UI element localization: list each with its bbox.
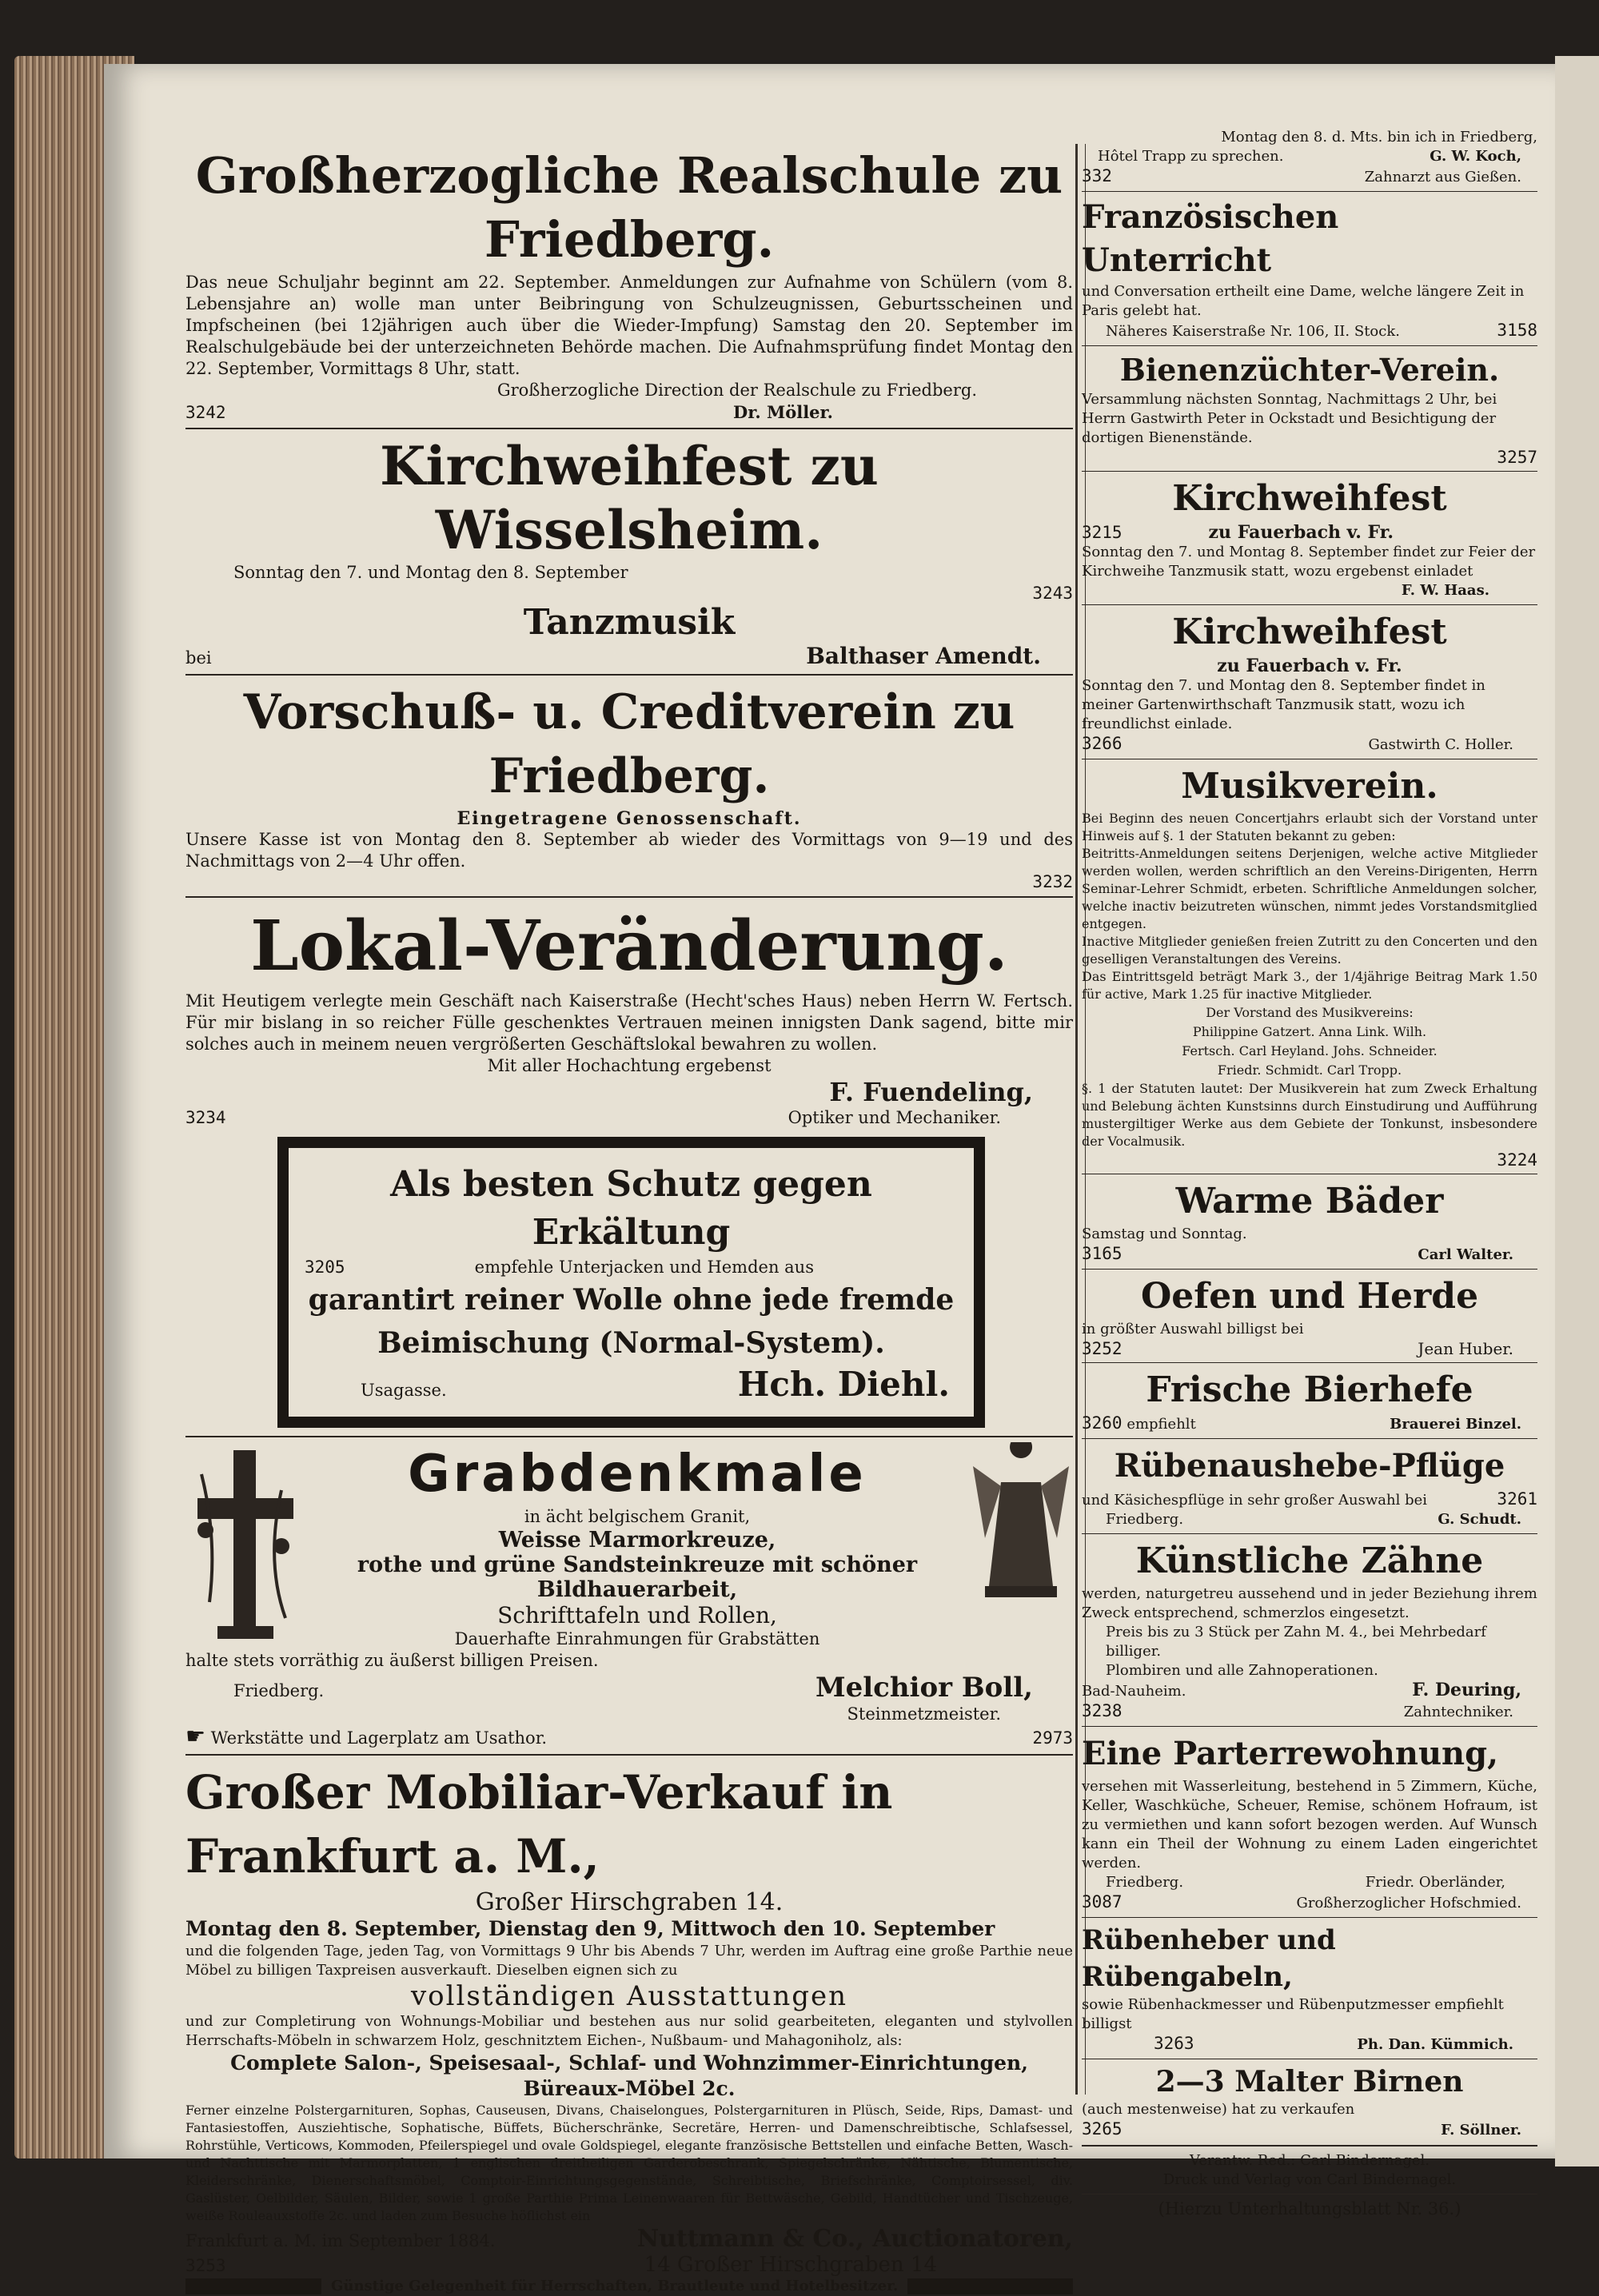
divider: [1082, 1917, 1537, 1918]
ad-kirchweih-wisselsheim: [185, 434, 1073, 669]
kirchweih-tanzmusik: Tanzmusik: [523, 602, 736, 643]
divider: [1082, 1438, 1537, 1439]
musik-para5: §. 1 der Statuten lautet: Der Musikverein hat zum Zweck Erhaltung und Belebung ächten Kunstsinns durch Einstudirung und Aufführung mustergiltiger Werke aus dem Gebiete der Tonkunst, insbesondere der Vocalmusik.: [1082, 1081, 1537, 1149]
franz-title: Französischen Unterricht: [1082, 198, 1339, 279]
lokal-greeting: Mit aller Hochachtung ergebenst: [487, 1056, 772, 1075]
divider: [185, 896, 1073, 898]
birnen-title: 2—3 Malter Birnen: [1155, 2065, 1464, 2099]
mobiliar-firm: Nuttmann & Co., Auctionatoren,: [636, 2225, 1073, 2253]
hefe-number: 3260: [1082, 1413, 1122, 1433]
vorschuss-body: Unsere Kasse ist von Montag den 8. September ab wieder des Vormittags von 9—19 und des Nachmittags von 2—4 Uhr offen.: [185, 830, 1073, 871]
mobiliar-place: Frankfurt a. M. im September 1884.: [185, 2231, 496, 2250]
ad-kuenstliche-zaehne: [1082, 1538, 1537, 1722]
diehl-number: 3205: [305, 1258, 345, 1277]
pointing-hand-icon: ☛: [185, 1723, 206, 1749]
kirch1-name: F. W. Haas.: [1401, 582, 1489, 599]
ad-diehl-wollwaren: [277, 1137, 985, 1428]
diehl-name: Hch. Diehl.: [737, 1365, 950, 1404]
koch-line1: Montag den 8. d. Mts. bin ich in Friedberg,: [1221, 129, 1537, 145]
ad-birnen: [1082, 2063, 1537, 2140]
grab-number: 2973: [1032, 1728, 1073, 1748]
oefen-title: Oefen und Herde: [1140, 1276, 1479, 1317]
ad-lokal-veraenderung: [185, 903, 1073, 1129]
diehl-line4: Beimischung (Normal-System).: [377, 1326, 885, 1360]
lokal-body: Mit Heutigem verlegte mein Geschäft nach Kaiserstraße (Hecht'sches Haus) neben Herrn W. Fertsch. Für mir bislang in so reicher Fülle geschenktes Vertrauen meinen innigsten Dank sagend, bitte mir solches auch in meinem neuen vergrößerten Geschäftslokal bewahren zu wollen.: [185, 991, 1073, 1054]
koch-line2: Hôtel Trapp zu sprechen.: [1098, 148, 1284, 165]
divider: [1082, 345, 1537, 346]
ruebenheber-title: Rübenheber und Rübengabeln,: [1082, 1924, 1336, 1993]
grab-line2: Weisse Marmorkreuze,: [498, 1528, 776, 1553]
lokal-number: 3234: [185, 1108, 226, 1127]
left-column: [185, 136, 1073, 2296]
ad-bierhefe: [1082, 1367, 1537, 1434]
ruebenheber-name: Ph. Dan. Kümmich.: [1357, 2036, 1513, 2053]
ad-warme-baeder: [1082, 1178, 1537, 1265]
divider: [1082, 471, 1537, 472]
mobiliar-para2: und zur Completirung von Wohnungs-Mobiliar und bestehen aus nur solid gearbeiteten, eleganten und stylvollen Herrschafts-Möbeln in schwarzem Holz, geschnitztem Eichen-, Nußbaum- und Mahagoniholz, als:: [185, 2013, 1073, 2049]
wohnung-name: Friedr. Oberländer,: [1365, 1874, 1505, 1891]
zaehne-place: Bad-Nauheim.: [1082, 1683, 1186, 1700]
musik-para2: Beitritts-Anmeldungen seitens Derjenigen, welche active Mitglieder werden wollen, werden schriftlich an den Vereins-Dirigenten, Herrn Seminar-Lehrer Schmidt, erbeten. Schriftliche Anmeldungen solcher, welche inactiv beizutreten wünschen, nimmt jedes Vorstandsmitglied entgegen.: [1082, 846, 1537, 931]
ad-vorschussverein: [185, 680, 1073, 891]
wohnung-body: versehen mit Wasserleitung, bestehend in 5 Zimmern, Küche, Keller, Waschküche, Scheuer, Remise, schönem Hofraum, ist zu vermiethen und kann sofort bezogen werden. Auf Wunsch kann ein Theil der Wohnung zu einem Laden eingerichtet werden.: [1082, 1778, 1537, 1871]
grab-line6: Dauerhafte Einrahmungen für Grabstätten: [454, 1629, 820, 1648]
divider: [1082, 1533, 1537, 1534]
musik-names2: Fertsch. Carl Heyland. Johs. Schneider.: [1182, 1043, 1438, 1058]
birnen-name: F. Söllner.: [1441, 2122, 1521, 2139]
column-divider: [1075, 144, 1078, 2095]
mobiliar-address2: 14 Großer Hirschgraben 14: [644, 2253, 937, 2277]
kirch1-sub: zu Fauerbach v. Fr.: [1208, 522, 1394, 543]
pfluege-place: Friedberg.: [1106, 1511, 1184, 1528]
baeder-title: Warme Bäder: [1175, 1181, 1444, 1222]
divider: [185, 674, 1073, 676]
bienen-number: 3257: [1497, 448, 1537, 467]
adjacent-page-edge: [1555, 56, 1599, 2166]
koch-name: G. W. Koch,: [1430, 148, 1521, 165]
vorschuss-subtitle: Eingetragene Genossenschaft.: [457, 808, 802, 829]
zaehne-para3: Plombiren und alle Zahnoperationen.: [1106, 1662, 1378, 1679]
zaehne-title: Künstliche Zähne: [1135, 1541, 1484, 1581]
wohnung-title: Eine Parterrewohnung,: [1082, 1735, 1498, 1772]
ad-koch: [1082, 128, 1537, 187]
grab-name: Melchior Boll,: [815, 1672, 1033, 1704]
bienen-title: Bienenzüchter-Verein.: [1119, 352, 1500, 388]
kirch1-body: Sonntag den 7. und Montag 8. September findet zur Feier der Kirchweihe Tanzmusik statt, wozu ergebenst einladet: [1082, 544, 1536, 580]
ruebenheber-body: sowie Rübenhackmesser und Rübenputzmesser empfiehlt billigst: [1082, 1996, 1504, 2032]
grab-line4: Bildhauerarbeit,: [536, 1577, 738, 1602]
realschule-body: Das neue Schuljahr beginnt am 22. September. Anmeldungen zur Aufnahme von Schülern (vom 8. Lebensjahre an) wolle man unter Beibringung von Schulzeugnissen, Geburtsscheinen und Impfscheinen (bei 12jährigen auch über die Wieder-Impfung) Samstag den 20. September im Realschulgebäude bei der unterzeichneten Behörde machen. Die Aufnahmsprüfung findet Montag den 22. September, Vormittags 8 Uhr, statt.: [185, 273, 1073, 378]
ad-mobiliar-verkauf: [185, 1760, 1073, 2296]
oefen-line: in größter Auswahl billigst bei: [1082, 1321, 1304, 1337]
ad-parterrewohnung: [1082, 1731, 1537, 1913]
diehl-line3: garantirt reiner Wolle ohne jede fremde: [308, 1283, 955, 1317]
realschule-sig1: Großherzogliche Direction der Realschule zu Friedberg.: [496, 381, 977, 400]
musik-title: Musikverein.: [1181, 766, 1438, 807]
ad-bienenzuechter: [1082, 350, 1537, 467]
hefe-name: Brauerei Binzel.: [1390, 1416, 1521, 1433]
ad-kirchweih-fauerbach-2: [1082, 609, 1537, 755]
divider: [1082, 1269, 1537, 1270]
impressum-line2: Druck und Verlag von Carl Bindernagel.: [1162, 2171, 1457, 2188]
ad-kirchweih-fauerbach-1: [1082, 476, 1537, 600]
divider: [1082, 1362, 1537, 1363]
kirch2-sub: zu Fauerbach v. Fr.: [1217, 656, 1402, 676]
lokal-role: Optiker und Mechaniker.: [788, 1108, 1001, 1127]
musik-vorstand: Der Vorstand des Musikvereins:: [1206, 1005, 1414, 1020]
grab-title: Grabdenkmale: [408, 1445, 867, 1504]
birnen-line: (auch mestenweise) hat zu verkaufen: [1082, 2101, 1355, 2118]
mobiliar-title: Großer Mobiliar-Verkauf in Frankfurt a. M.,: [185, 1765, 893, 1883]
baeder-line: Samstag und Sonntag.: [1082, 1226, 1247, 1242]
zaehne-role: Zahntechniker.: [1403, 1704, 1513, 1720]
franz-number: 3158: [1497, 321, 1537, 340]
divider: [1082, 191, 1537, 192]
ad-grabdenkmale: [185, 1442, 1073, 1749]
bienen-body: Versammlung nächsten Sonntag, Nachmittags 2 Uhr, bei Herrn Gastwirth Peter in Ockstadt und Besichtigung der dortigen Bienenstände.: [1082, 391, 1497, 446]
pfluege-line: und Käsichespflüge in sehr großer Auswahl bei: [1082, 1492, 1427, 1509]
mobiliar-big-line: vollständigen Ausstattungen: [410, 1980, 848, 2012]
oefen-number: 3252: [1082, 1339, 1122, 1358]
baeder-name: Carl Walter.: [1418, 1246, 1513, 1263]
divider: [185, 1754, 1073, 1756]
mobiliar-para4: Ferner einzelne Polstergarnituren, Sophas, Causeusen, Divans, Chaiselongues, Polstergarnituren in Plüsch, Seide, Rips, Damast- und Fantasiestoffen, Ausziehtische, Sophatische, Büffets, Bücherschränke, Secretäre, Herren- und Damenschreibtische, Schlafsessel, Rohrstühle, Verticows, Kommoden, Pfeilerspiegel und ovale Goldspiegel, elegante französische Bettstellen und einfache Betten, Wasch- und Nachttische mit Marmorplatten, 1 englischen dreitheiligen Garderobeschrank, Spiegelschränke, Nähtische, Blumentische, Kleiderschränke, Dienerschaftsmöbel, Comptoir-Einrichtungsgegenstände, Schreibtische, Briefschränke, Comptoirsessel, div. Gaslüster, Oelbilder, Säulen, Bilder, sowie 1 große Parthie Prima Leinenwaaren für Bettwäsche, Gebild, Handtücher und Tischzeuge, weiße Rouleauxstoffe 2c. und laden zum Besuche höflichst ein: [185, 2103, 1073, 2223]
ad-ruebenheber: [1082, 1922, 1537, 2055]
grab-line3: rothe und grüne Sandsteinkreuze mit schöner: [357, 1553, 918, 1577]
cross-icon: [185, 1442, 305, 1642]
musik-names3: Friedr. Schmidt. Carl Tropp.: [1217, 1062, 1402, 1078]
musik-para1: Bei Beginn des neuen Concertjahrs erlaubt sich der Vorstand unter Hinweis auf §. 1 der Statuten bekannt zu geben:: [1082, 811, 1537, 843]
lokal-title: Lokal-Veränderung.: [250, 906, 1008, 987]
kirch2-body: Sonntag den 7. und Montag den 8. September findet in meiner Gartenwirthschaft Tanzmusik statt, wozu ich freundlichst einlade.: [1082, 677, 1485, 732]
wohnung-place: Friedberg.: [1106, 1874, 1184, 1891]
hefe-title: Frische Bierhefe: [1146, 1369, 1473, 1410]
divider: [1082, 2145, 1537, 2147]
diehl-place: Usagasse.: [361, 1381, 447, 1400]
grab-line1: in ächt belgischem Granit,: [524, 1507, 751, 1526]
koch-number: 332: [1082, 166, 1112, 185]
wohnung-role: Großherzoglicher Hofschmied.: [1296, 1895, 1521, 1911]
realschule-title: Großherzogliche Realschule zu Friedberg.: [195, 146, 1063, 269]
diehl-line1: Als besten Schutz gegen Erkältung: [390, 1164, 872, 1253]
grab-line5: Schrifttafeln und Rollen,: [497, 1602, 777, 1628]
zaehne-name: F. Deuring,: [1412, 1680, 1521, 1700]
mobiliar-para3: Complete Salon-, Speisesaal-, Schlaf- und Wohnzimmer-Einrichtungen, Büreaux-Möbel 2c.: [230, 2051, 1028, 2100]
kirchweih-bei: bei: [185, 648, 212, 668]
kirchweih-name: Balthaser Amendt.: [806, 643, 1041, 669]
kirchweih-line: Sonntag den 7. und Montag den 8. September: [233, 563, 628, 582]
grab-role: Steinmetzmeister.: [847, 1704, 1001, 1724]
baeder-number: 3165: [1082, 1244, 1122, 1263]
musik-para4: Das Eintrittsgeld beträgt Mark 3., der 1/4jährige Beitrag Mark 1.50 für active, Mark 1.25 für inactive Mitglieder.: [1082, 969, 1537, 1002]
pfluege-name: G. Schudt.: [1438, 1511, 1521, 1528]
diehl-line2: empfehle Unterjacken und Hemden aus: [474, 1258, 814, 1277]
pfluege-number: 3261: [1497, 1489, 1537, 1509]
zaehne-number: 3238: [1082, 1701, 1122, 1720]
ad-rueben-pfluege: [1082, 1443, 1537, 1529]
pfluege-title: Rübenaushebe-Pflüge: [1114, 1447, 1505, 1485]
divider: [185, 428, 1073, 429]
kirch1-title: Kirchweihfest: [1172, 478, 1447, 519]
grab-workshop: Werkstätte und Lagerplatz am Usathor.: [210, 1728, 548, 1748]
ad-realschule: [185, 144, 1073, 423]
lokal-name: F. Fuendeling,: [829, 1077, 1033, 1107]
franz-address: Näheres Kaiserstraße Nr. 106, II. Stock.: [1106, 323, 1400, 340]
musik-para3: Inactive Mitglieder genießen freien Zutritt zu den Concerten und den geselligen Veranstaltungen des Vereins.: [1082, 934, 1537, 967]
mobiliar-para1: und die folgenden Tage, jeden Tag, von Vormittags 9 Uhr bis Abends 7 Uhr, werden im Auftrag eine große Parthie neue Möbel zu billigen Taxpreisen ausverkauft. Dieselben eignen sich zu: [185, 1943, 1073, 1979]
impressum-line3: (Hierzu Unterhaltungsblatt Nr. 36.): [1158, 2199, 1461, 2218]
ruebenheber-number: 3263: [1154, 2034, 1194, 2053]
mobiliar-dates: Montag den 8. September, Dienstag den 9, Mittwoch den 10. September: [185, 1917, 995, 1940]
footer-bar-right: [907, 2278, 1073, 2294]
oefen-name: Jean Huber.: [1418, 1339, 1513, 1358]
musik-number: 3224: [1497, 1150, 1537, 1170]
ad-oefen-herde: [1082, 1274, 1537, 1358]
hefe-line: empfiehlt: [1126, 1416, 1196, 1433]
wohnung-number: 3087: [1082, 1892, 1122, 1911]
ad-franz-unterricht: [1082, 196, 1537, 341]
vorschuss-number: 3232: [1032, 872, 1073, 891]
mobiliar-footer: Günstige Gelegenheit für Herrschaften, Brautleute und Hotelbesitzer.: [331, 2278, 899, 2294]
kirchweih-title: Kirchweihfest zu Wisselsheim.: [380, 435, 879, 561]
grab-place: Friedberg.: [233, 1681, 325, 1700]
footer-bar-left: [185, 2278, 321, 2294]
birnen-number: 3265: [1082, 2119, 1122, 2139]
zaehne-para1: werden, naturgetreu aussehend und in jeder Beziehung ihrem Zweck entsprechend, schmerzlos eingesetzt.: [1082, 1585, 1537, 1621]
divider: [1082, 1726, 1537, 1727]
kirch2-number: 3266: [1082, 734, 1122, 753]
angel-statue-icon: [969, 1442, 1073, 1602]
impressum: [1082, 2151, 1537, 2220]
franz-body: und Conversation ertheilt eine Dame, welche längere Zeit in Paris gelebt hat.: [1082, 283, 1525, 319]
realschule-number: 3242: [185, 403, 226, 422]
zaehne-para2: Preis bis zu 3 Stück per Zahn M. 4., bei Mehrbedarf billiger.: [1106, 1624, 1486, 1660]
kirch1-number: 3215: [1082, 523, 1122, 542]
musik-names1: Philippine Gatzert. Anna Link. Wilh.: [1192, 1024, 1427, 1039]
mobiliar-number: 3253: [185, 2256, 226, 2275]
right-column: [1082, 128, 1537, 2220]
kirchweih-number: 3243: [1032, 584, 1073, 603]
divider: [185, 1436, 1073, 1437]
kirch2-name: Gastwirth C. Holler.: [1368, 736, 1513, 753]
divider: [1082, 604, 1537, 605]
ad-musikverein: [1082, 763, 1537, 1170]
koch-role: Zahnarzt aus Gießen.: [1364, 169, 1521, 185]
vorschuss-title: Vorschuß- u. Creditverein zu Friedberg.: [243, 684, 1015, 804]
realschule-sig2: Dr. Möller.: [733, 402, 833, 422]
mobiliar-address: Großer Hirschgraben 14.: [475, 1888, 784, 1916]
grab-line7: halte stets vorräthig zu äußerst billigen Preisen.: [185, 1651, 599, 1670]
impressum-line1: Verantw. Red.: Carl Bindernagel.: [1189, 2152, 1430, 2169]
kirch2-title: Kirchweihfest: [1172, 612, 1447, 652]
